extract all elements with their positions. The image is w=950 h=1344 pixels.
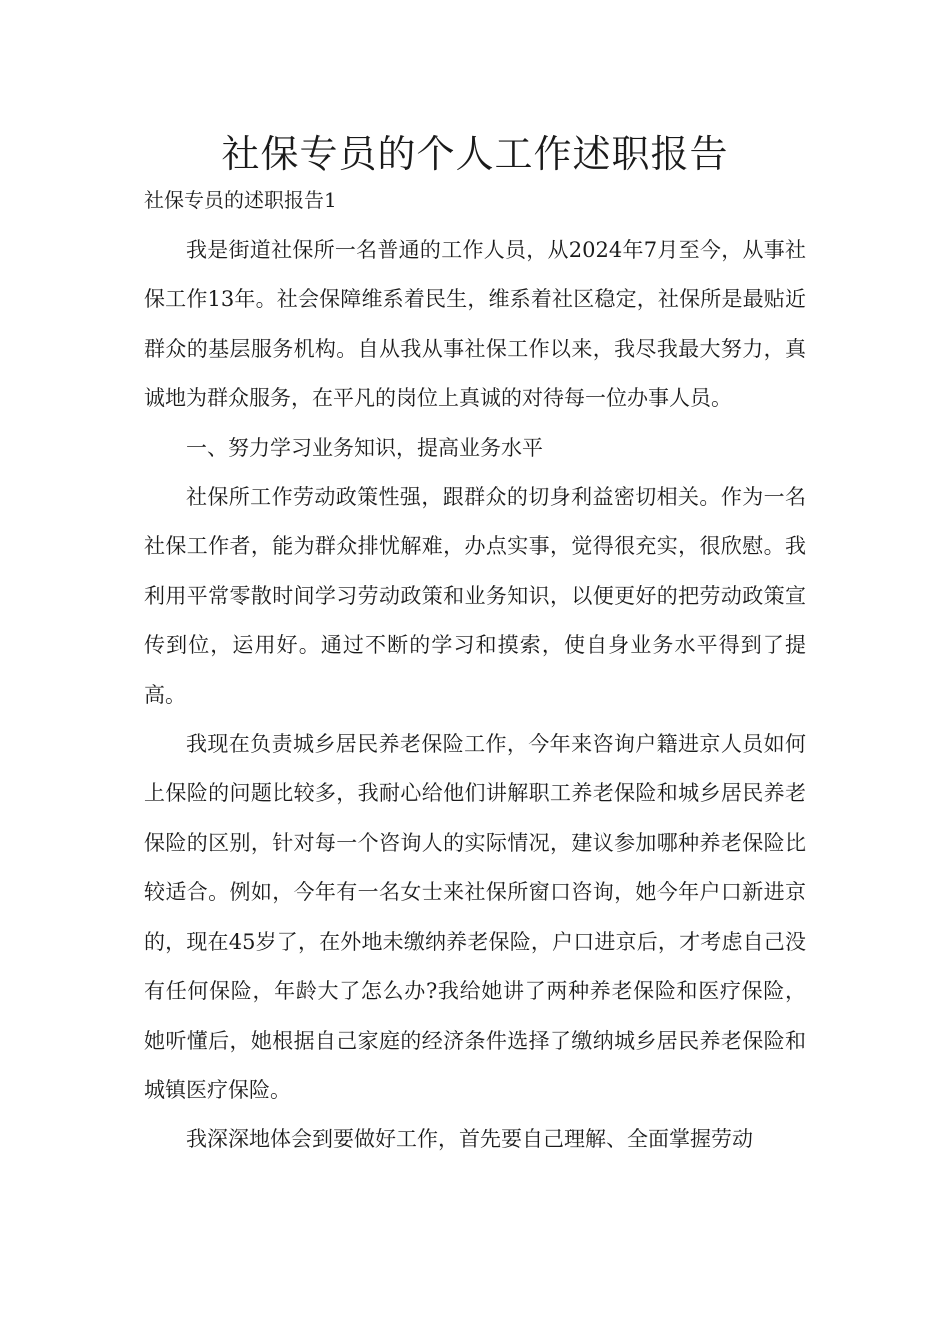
document-subtitle: 社保专员的述职报告1 bbox=[144, 188, 337, 212]
paragraph: 我深深地体会到要做好工作，首先要自己理解、全面掌握劳动 bbox=[186, 1127, 753, 1152]
paragraph: 我现在负责城乡居民养老保险工作，今年来咨询户籍进京人员如何上保险的问题比较多，我耐心给他们讲解职工养老保险和城乡居民养老保险的区别，针对每一个咨询人的实际情况，建议参加哪种养老保险比较适合。例如，今年有一名女士来社保所窗口咨询，她今年户口新进京的，现在45岁了，在外地未缴纳养老保险，户口进京后，才考虑自己没有任何保险，年龄大了怎么办?我给她讲了两种养老保险和医疗保险，她听懂后，她根据自己家庭的经济条件选择了缴纳城乡居民养老保险和城镇医疗保险。 bbox=[144, 732, 806, 1102]
document-body bbox=[144, 226, 806, 1165]
section-heading: 一、努力学习业务知识，提高业务水平 bbox=[186, 435, 543, 460]
document-title: 社保专员的个人工作述职报告 bbox=[221, 132, 729, 176]
paragraph: 社保所工作劳动政策性强，跟群众的切身利益密切相关。作为一名社保工作者，能为群众排忧解难，办点实事，觉得很充实，很欣慰。我利用平常零散时间学习劳动政策和业务知识，以便更好的把劳动政策宣传到位，运用好。通过不断的学习和摸索，使自身业务水平得到了提高。 bbox=[144, 485, 806, 707]
paragraph: 我是街道社保所一名普通的工作人员，从2024年7月至今，从事社保工作13年。社会保障维系着民生，维系着社区稳定，社保所是最贴近群众的基层服务机构。自从我从事社保工作以来，我尽我最大努力，真诚地为群众服务，在平凡的岗位上真诚的对待每一位办事人员。 bbox=[144, 238, 806, 411]
